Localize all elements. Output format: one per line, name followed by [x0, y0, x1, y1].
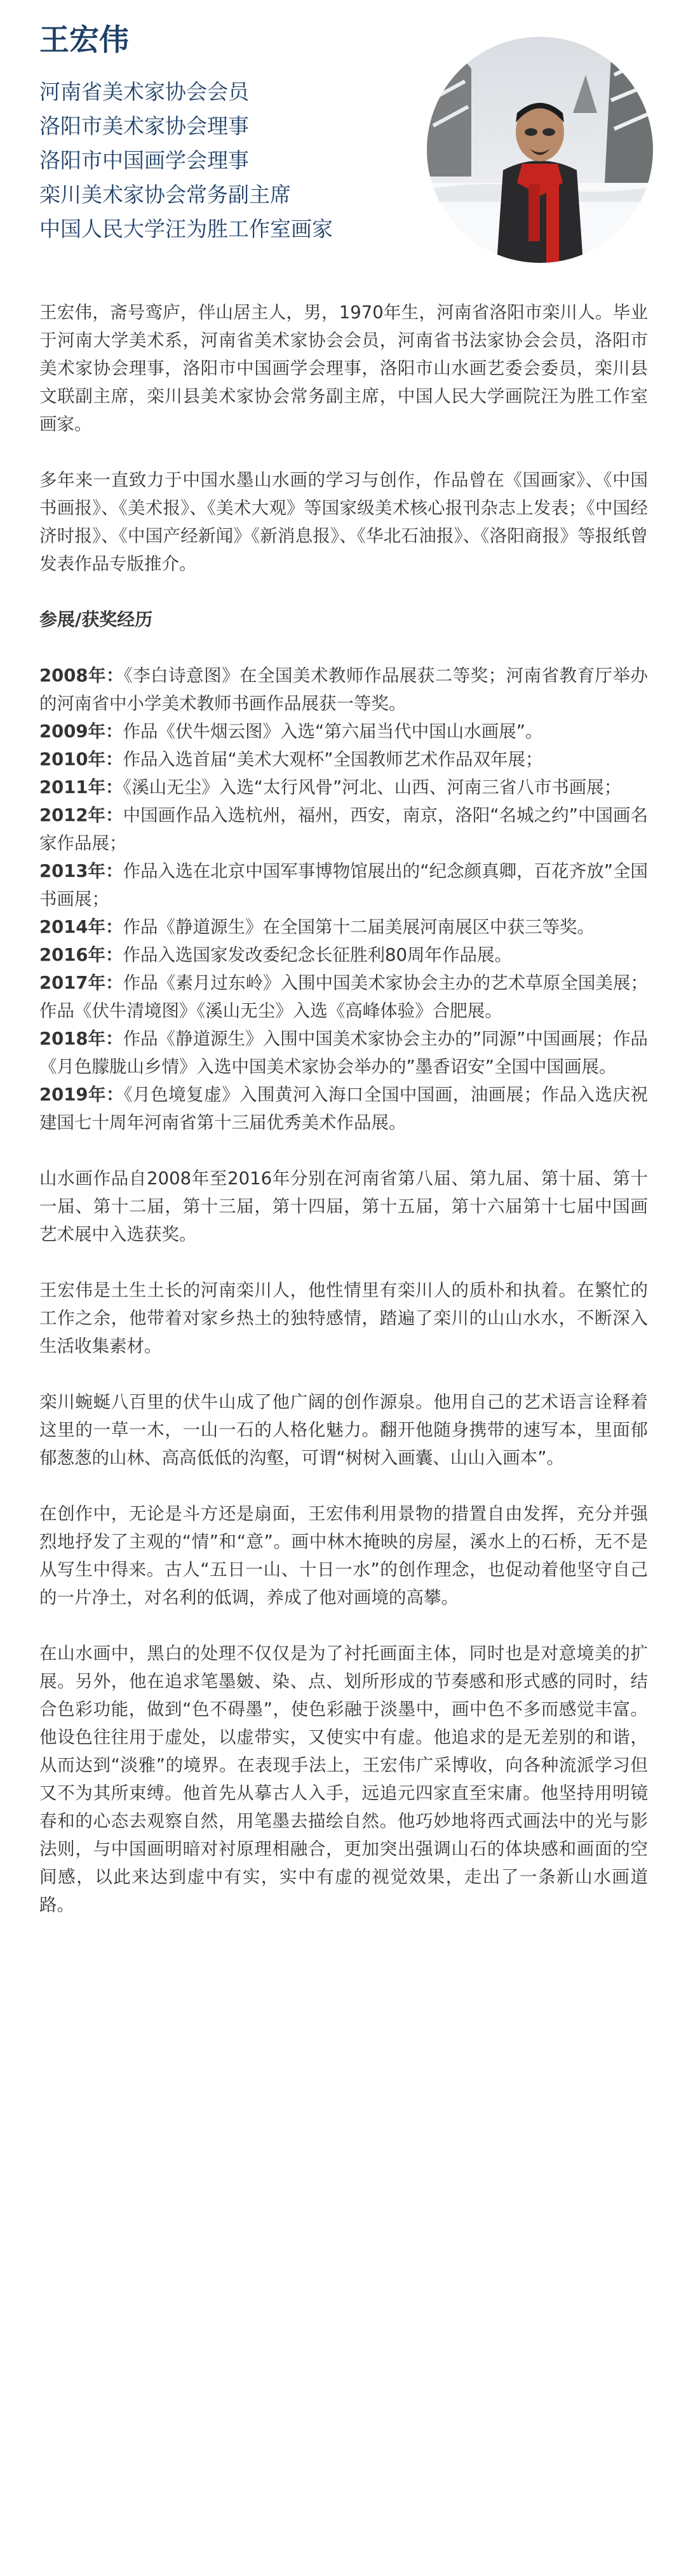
award-text: 作品入选首届“美术大观杯”全国教师艺术作品双年展； — [123, 749, 543, 770]
award-text: 作品入选在北京中国军事博物馆展出的“纪念颜真卿，百花齐放”全国书画展； — [39, 861, 648, 909]
award-text: 中国画作品入选杭州，福州，西安，南京，洛阳“名城之约”中国画名家作品展； — [39, 805, 648, 853]
award-year: 2018年： — [39, 1029, 123, 1049]
essay-paragraph: 在山水画中，黑白的处理不仅仅是为了衬托画面主体，同时也是对意境美的扩展。另外，他在追求笔墨皴、染、点、划所形成的节奏感和形式感的同时，结合色彩功能，做到“色不碍墨”，使色彩融于淡墨中，画中色不多而感觉丰富。他设色往往用于虚处，以虚带实，又使实中有虚。他追求的是无差别的和谐，从而达到“淡雅”的境界。在表现手法上，王宏伟广采博收，向各种流派学习但又不为其所束缚。他首先从摹古人入手，远追元四家直至宋庸。他坚持用明镜春和的心态去观察自然，用笔墨去描绘自然。他巧妙地将西式画法中的光与影法则，与中国画明暗对衬原理相融合，更加突出强调山石的体块感和画面的空间感，以此来达到虚中有实，实中有虚的视觉效果，走出了一条新山水画道路。 — [39, 1643, 648, 1915]
award-text: 《月色境复虚》入围黄河入海口全国中国画，油画展；作品入选庆祝建国七十周年河南省第十三届优秀美术作品展。 — [39, 1084, 648, 1133]
award-text: 作品《静道源生》在全国第十二届美展河南展区中获三等奖。 — [123, 917, 595, 937]
award-item — [39, 941, 648, 969]
award-year: 2017年： — [39, 973, 123, 993]
artist-title-item: 洛阳市中国画学会理事 — [39, 148, 249, 173]
award-item — [39, 1081, 648, 1137]
awards-summary-paragraph: 山水画作品自2008年至2016年分别在河南省第八届、第九届、第十届、第十一届、第十二届，第十三届，第十四届，第十五届，第十六届第十七届中国画艺术展中入选获奖。 — [39, 1168, 648, 1245]
award-year: 2013年： — [39, 861, 123, 881]
award-text: 作品《静道源生》入围中国美术家协会主办的”同源”中国画展；作品《月色朦胧山乡情》入选中国美术家协会举办的”墨香诏安”全国中国画展。 — [39, 1029, 648, 1077]
award-text: 《溪山无尘》入选“太行风骨”河北、山西、河南三省八市书画展； — [123, 777, 622, 797]
bio-intro-paragraph: 王宏伟，斋号鸾庐，伴山居主人，男，1970年生，河南省洛阳市栾川人。毕业于河南大学美术系，河南省美术家协会会员，河南省书法家协会会员，洛阳市美术家协会理事，洛阳市中国画学会理事，洛阳市山水画艺委会委员，栾川县文联副主席，栾川县美术家协会常务副主席，中国人民大学画院汪为胜工作室画家。 — [39, 302, 648, 434]
award-item — [39, 969, 648, 1025]
award-text: 作品《伏牛烟云图》入选“第六届当代中国山水画展”。 — [123, 721, 543, 742]
award-year: 2016年： — [39, 945, 123, 965]
artist-profile-header — [0, 0, 686, 273]
essay-paragraph: 栾川蜿蜒八百里的伏牛山成了他广阔的创作源泉。他用自己的艺术语言诠释着这里的一草一木，一山一石的人格化魅力。翻开他随身携带的速写本，里面郁郁葱葱的山林、高高低低的沟壑，可谓“树树入画囊、山山入画本”。 — [39, 1392, 648, 1468]
artist-title-item: 栾川美术家协会常务副主席 — [39, 182, 291, 207]
award-item — [39, 662, 648, 717]
award-item — [39, 717, 648, 745]
award-item — [39, 801, 648, 857]
portrait-illustration — [427, 37, 653, 263]
award-text: 作品入选国家发改委纪念长征胜利80周年作品展。 — [123, 945, 513, 965]
award-year: 2012年： — [39, 805, 123, 825]
essay-paragraph: 王宏伟是土生土长的河南栾川人，他性情里有栾川人的质朴和执着。在繁忙的工作之余，他带着对家乡热土的独特感情，踏遍了栾川的山山水水，不断深入生活收集素材。 — [39, 1280, 648, 1356]
award-item — [39, 857, 648, 913]
award-item — [39, 773, 648, 801]
award-year: 2014年： — [39, 917, 123, 937]
award-year: 2019年： — [39, 1084, 124, 1105]
award-text: 《李白诗意图》在全国美术教师作品展获二等奖；河南省教育厅举办的河南省中小学美术教师书画作品展获一等奖。 — [39, 665, 648, 714]
bio-publications-paragraph: 多年来一直致力于中国水墨山水画的学习与创作，作品曾在《国画家》、《中国书画报》、《美术报》、《美术大观》等国家级美术核心报刊杂志上发表；《中国经济时报》、《中国产经新闻》《新消息报》、《华北石油报》、《洛阳商报》等报纸曾发表作品专版推介。 — [39, 470, 648, 574]
awards-list — [39, 662, 648, 1137]
award-item — [39, 745, 648, 773]
article-body — [39, 298, 648, 1947]
award-year: 2008年： — [39, 665, 124, 686]
artist-title-item: 中国人民大学汪为胜工作室画家 — [39, 217, 333, 241]
artist-titles-list — [39, 75, 333, 246]
artist-name: 王宏伟 — [39, 23, 129, 58]
award-year: 2009年： — [39, 721, 123, 742]
award-year: 2010年： — [39, 749, 123, 770]
award-item — [39, 913, 648, 941]
artist-portrait-photo — [427, 37, 653, 263]
essay-paragraph: 在创作中，无论是斗方还是扇面，王宏伟利用景物的措置自由发挥，充分并强烈地抒发了主观的“情”和“意”。画中林木掩映的房屋，溪水上的石桥，无不是从写生中得来。古人“五日一山、十日一水”的创作理念，也促动着他坚守自己的一片净土，对名利的低调，养成了他对画境的高攀。 — [39, 1504, 648, 1608]
artist-title-item: 洛阳市美术家协会理事 — [39, 114, 249, 138]
award-text: 作品《素月过东岭》入围中国美术家协会主办的艺术草原全国美展；作品《伏牛清境图》《溪山无尘》入选《高峰体验》合肥展。 — [39, 973, 649, 1021]
award-item — [39, 1025, 648, 1081]
artist-title-item: 河南省美术家协会会员 — [39, 79, 249, 104]
awards-section-title: 参展/获奖经历 — [39, 609, 153, 630]
award-year: 2011年： — [39, 777, 123, 797]
